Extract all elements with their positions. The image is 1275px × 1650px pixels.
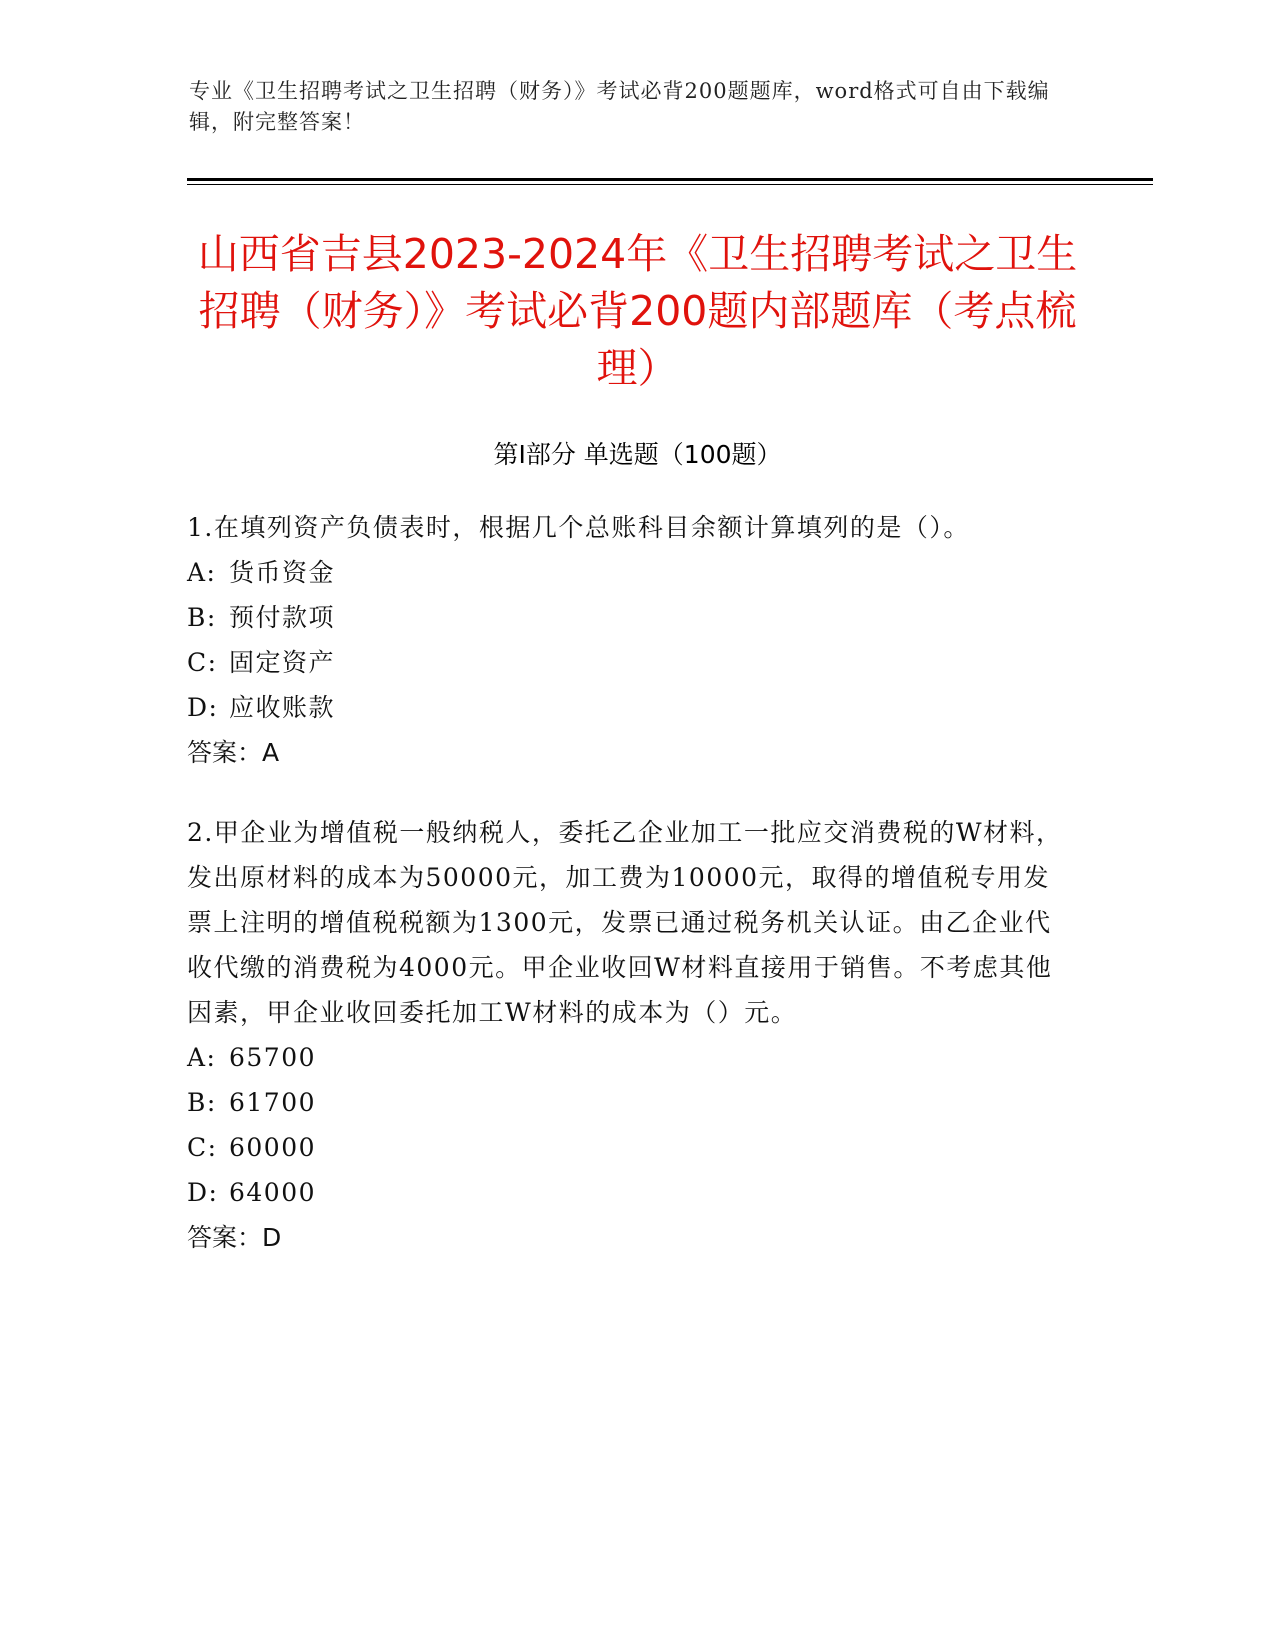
header-divider-thin [187,184,1153,185]
option-key: A: [187,1043,217,1072]
option-c [187,1125,1067,1170]
option-key: B: [187,1088,217,1117]
option-key: B: [187,603,217,632]
option-b [187,1080,1067,1125]
section-title: 第I部分 单选题（100题） [493,440,782,469]
option-a [187,550,1067,595]
header-note: 专业《卫生招聘考试之卫生招聘（财务）》考试必背200题题库，word格式可自由下载编辑，附完整答案！ [189,79,1050,134]
answer-line: 答案：A [187,738,280,767]
option-text: 应收账款 [229,693,336,722]
option-a [187,1035,1067,1080]
option-text: 65700 [229,1043,317,1072]
option-b [187,595,1067,640]
option-d [187,685,1067,730]
document-title: 山西省吉县2023-2024年《卫生招聘考试之卫生招聘（财务）》考试必背200题内部题库（考点梳理） [197,230,1078,392]
option-text: 61700 [229,1088,317,1117]
answer-line: 答案：D [187,1223,282,1252]
option-text: 固定资产 [229,648,336,677]
option-key: C: [187,648,218,677]
option-text: 预付款项 [229,603,336,632]
option-key: D: [187,1178,219,1207]
option-text: 60000 [229,1133,317,1162]
question-stem: 2.甲企业为增值税一般纳税人，委托乙企业加工一批应交消费税的W材料，发出原材料的成本为50000元，加工费为10000元，取得的增值税专用发票上注明的增值税税额为1300元，发票已通过税务机关认证。由乙企业代收代缴的消费税为4000元。甲企业收回W材料直接用于销售。不考虑其他因素，甲企业收回委托加工W材料的成本为（）元。 [187,818,1063,1027]
question-1 [187,505,1067,775]
option-text: 货币资金 [229,558,336,587]
option-key: C: [187,1133,218,1162]
option-text: 64000 [229,1178,317,1207]
option-key: A: [187,558,217,587]
question-stem: 1.在填列资产负债表时，根据几个总账科目余额计算填列的是（）。 [187,513,970,542]
option-key: D: [187,693,219,722]
header-divider-thick [187,178,1153,181]
option-c [187,640,1067,685]
question-2 [187,810,1067,1260]
option-d [187,1170,1067,1215]
